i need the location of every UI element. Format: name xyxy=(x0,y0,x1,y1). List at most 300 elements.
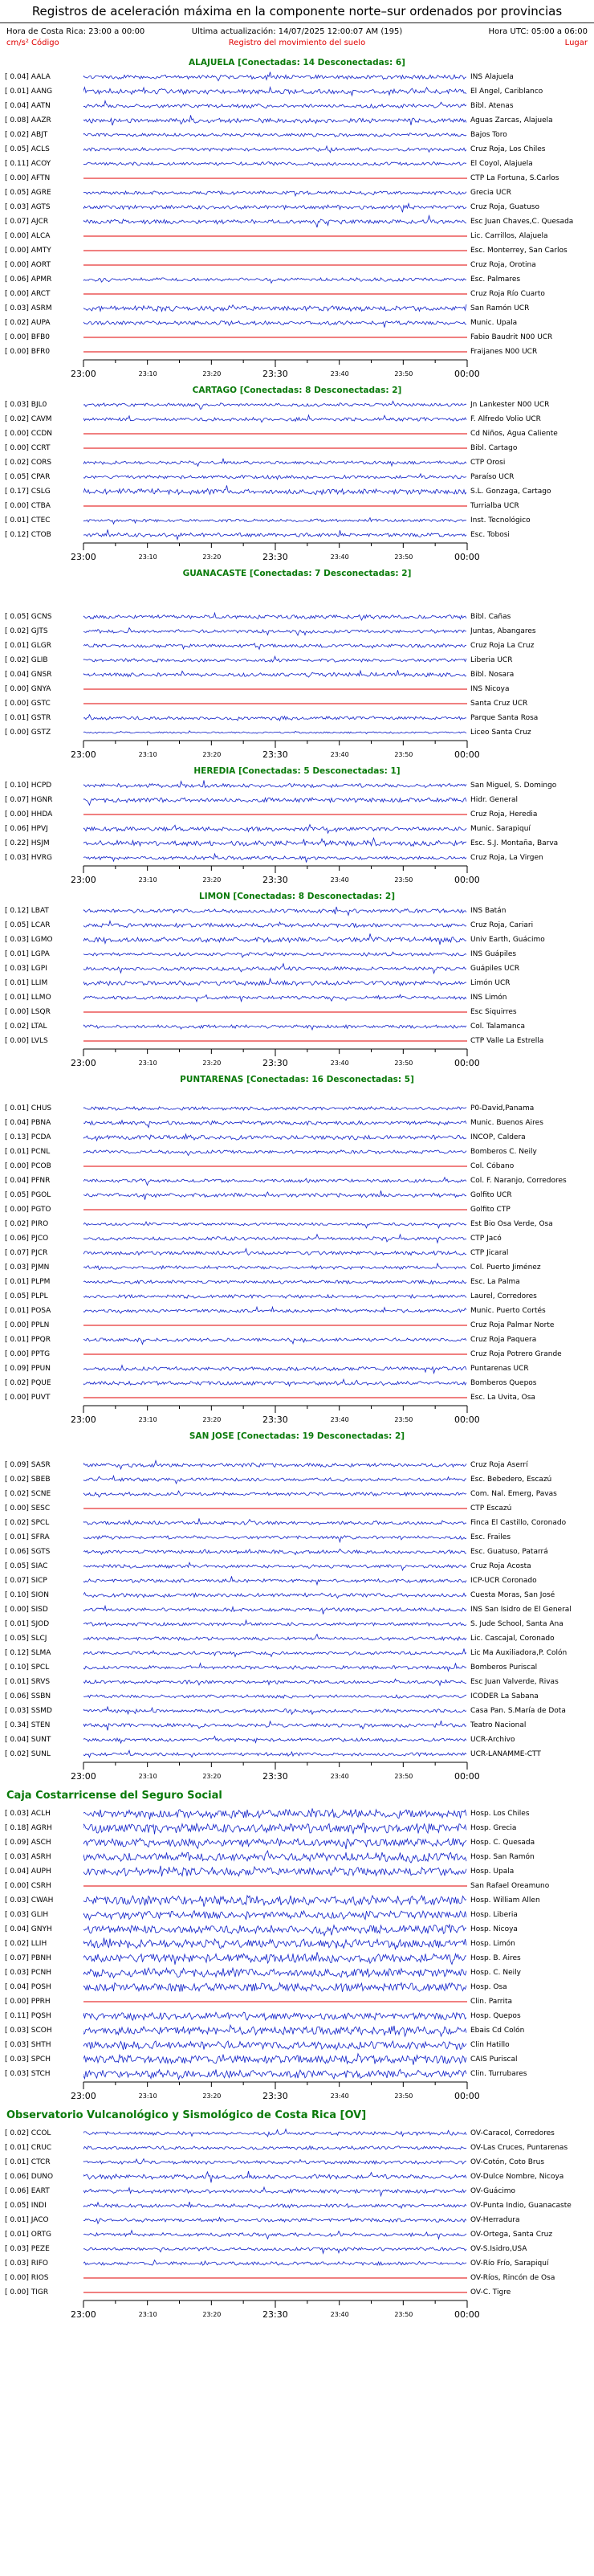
time-axis xyxy=(0,2081,594,2105)
province-header: GUANACASTE [Conectadas: 7 Desconectadas: 2] xyxy=(182,569,412,578)
station-location: S.L. Gonzaga, Cartago xyxy=(470,488,551,496)
station-code: [ 0.02] PQUE xyxy=(5,1379,51,1387)
station-code: [ 0.05] LCAR xyxy=(5,921,51,929)
waveform xyxy=(83,1188,467,1202)
axis-tick-label: 23:10 xyxy=(138,1059,157,1067)
station-code: [ 0.01] SRVS xyxy=(5,1678,51,1686)
waveform xyxy=(83,1937,467,1951)
station-location: Fabio Baudrit N00 UCR xyxy=(470,333,553,341)
waveform xyxy=(83,1588,467,1602)
station-code: [ 0.00] PUVT xyxy=(5,1394,51,1402)
waveform-trace xyxy=(83,854,466,863)
station-location: Bomberos Quepos xyxy=(470,1379,537,1387)
station-code: [ 0.01] SFRA xyxy=(5,1533,50,1541)
station-row xyxy=(0,84,594,99)
station-location: Clin Hatillo xyxy=(470,2041,510,2049)
place-text: Lugar xyxy=(564,39,588,47)
axis-tick-label: 23:20 xyxy=(202,1059,222,1067)
station-row xyxy=(0,272,594,287)
time-axis xyxy=(0,2300,594,2324)
province-header: SAN JOSE [Conectadas: 19 Desconectadas: 2] xyxy=(189,1431,405,1441)
station-row xyxy=(0,725,594,740)
waveform-trace xyxy=(83,921,466,928)
waveform xyxy=(83,1130,467,1145)
waveform xyxy=(83,961,467,976)
station-row xyxy=(0,2170,594,2184)
waveform xyxy=(83,528,467,542)
station-location: Cruz Roja, Orotina xyxy=(470,261,536,269)
waveform-trace xyxy=(83,1307,466,1313)
station-row xyxy=(0,1005,594,1019)
station-location: Bomberos Puriscal xyxy=(470,1664,538,1672)
waveform xyxy=(83,113,467,128)
station-location: Hosp. B. Aires xyxy=(470,1954,521,1962)
station-code: [ 0.02] GJTS xyxy=(5,627,48,635)
waveform xyxy=(83,2213,467,2227)
station-row xyxy=(0,2009,594,2023)
station-location: Munic. Sarapiquí xyxy=(470,825,531,833)
station-row xyxy=(0,528,594,542)
waveform-trace xyxy=(83,2012,466,2020)
station-location: Bibl. Nosara xyxy=(470,671,515,679)
station-code: [ 0.02] SUNL xyxy=(5,1750,51,1758)
station-row xyxy=(0,2184,594,2198)
axis-tick-label: 23:00 xyxy=(71,2309,96,2320)
station-code: [ 0.02] LTAL xyxy=(5,1023,47,1031)
waveform-trace xyxy=(83,401,466,409)
waveform xyxy=(83,1376,467,1390)
station-code: [ 0.01] CRUC xyxy=(5,2144,52,2152)
station-code: [ 0.01] PLPM xyxy=(5,1278,51,1286)
axis-tick-label: 23:30 xyxy=(262,875,288,885)
station-location: Aguas Zarcas, Alajuela xyxy=(470,116,553,125)
station-code: [ 0.00] RIOS xyxy=(5,2274,49,2282)
waveform xyxy=(83,2184,467,2198)
axis-tick-label: 23:30 xyxy=(262,552,288,562)
waveform-trace xyxy=(83,1695,466,1698)
station-location: ICODER La Sabana xyxy=(470,1692,539,1700)
station-location: Esc Siquirres xyxy=(470,1008,517,1016)
axis-tick-label: 23:30 xyxy=(262,1771,288,1782)
station-location: San Miguel, S. Domingo xyxy=(470,782,557,790)
waveform-trace xyxy=(83,1476,466,1484)
waveform-trace xyxy=(83,1952,466,1965)
waveform-trace xyxy=(83,933,466,945)
waveform-trace xyxy=(83,1107,466,1110)
station-row xyxy=(0,990,594,1005)
axis-line xyxy=(0,2300,594,2309)
waveform-trace xyxy=(83,1518,466,1525)
station-code: [ 0.01] LLMO xyxy=(5,994,51,1002)
waveform xyxy=(83,1879,467,1893)
station-code: [ 0.03] PCNH xyxy=(5,1969,51,1977)
station-row xyxy=(0,287,594,301)
station-location: INS San Isidro de El General xyxy=(470,1606,572,1614)
axis-tick-label: 23:20 xyxy=(202,2311,222,2318)
station-location: San Rafael Oreamuno xyxy=(470,1882,550,1890)
axis-tick-label: 23:20 xyxy=(202,1773,222,1780)
station-location: Bibl. Cañas xyxy=(470,613,511,621)
waveform-trace xyxy=(83,2187,466,2196)
station-code: [ 0.02] PIRO xyxy=(5,1220,49,1228)
station-location: Hosp. Limón xyxy=(470,1940,515,1948)
station-location: INS Nicoya xyxy=(470,685,510,693)
station-row xyxy=(0,258,594,272)
axis-line xyxy=(0,1048,594,1058)
waveform-trace xyxy=(83,643,466,649)
station-row xyxy=(0,1174,594,1188)
station-code: [ 0.00] CSRH xyxy=(5,1882,51,1890)
station-location: Ebais Cd Colón xyxy=(470,2027,525,2035)
axis-tick-label: 00:00 xyxy=(454,875,480,885)
station-location: OV-Cotón, Coto Brus xyxy=(470,2158,545,2166)
waveform-trace xyxy=(83,2041,466,2050)
waveform xyxy=(83,725,467,740)
station-location: Cruz Roja La Cruz xyxy=(470,642,535,650)
station-code: [ 0.03] AGTS xyxy=(5,203,51,211)
waveform xyxy=(83,2170,467,2184)
station-code: [ 0.03] SSMD xyxy=(5,1707,52,1715)
waveform-trace xyxy=(83,1249,466,1255)
station-code: [ 0.01] GSTR xyxy=(5,714,51,722)
station-row xyxy=(0,171,594,186)
station-code: [ 0.00] BFR0 xyxy=(5,348,51,356)
station-code: [ 0.03] BJL0 xyxy=(5,401,47,409)
local-time-text: Hora de Costa Rica: 23:00 a 00:00 xyxy=(6,27,145,36)
waveform-trace xyxy=(83,1663,466,1671)
waveform xyxy=(83,1318,467,1333)
station-code: [ 0.04] SUNT xyxy=(5,1736,51,1744)
station-code: [ 0.00] GNYA xyxy=(5,685,51,693)
waveform xyxy=(83,1617,467,1631)
station-row xyxy=(0,624,594,639)
station-row xyxy=(0,793,594,807)
waveform-trace xyxy=(83,952,466,957)
time-axis xyxy=(0,1048,594,1072)
station-code: [ 0.02] GLIB xyxy=(5,656,48,664)
station-code: [ 0.02] SPCL xyxy=(5,1519,50,1527)
axis-tick-label: 23:20 xyxy=(202,751,222,758)
station-row xyxy=(0,2023,594,2038)
waveform xyxy=(83,1718,467,1733)
axis-tick-label: 23:10 xyxy=(138,2092,157,2100)
station-code: [ 0.03] PJMN xyxy=(5,1264,50,1272)
waveform-trace xyxy=(83,994,466,1002)
axis-tick-label: 23:10 xyxy=(138,751,157,758)
station-code: [ 0.00] GSTC xyxy=(5,700,51,708)
station-location: Cruz Roja, Guatuso xyxy=(470,203,539,211)
station-location: OV-Dulce Nombre, Nicoya xyxy=(470,2173,564,2181)
station-location: Guápiles UCR xyxy=(470,965,520,973)
sections-container xyxy=(0,55,594,2324)
station-location: OV-S.Isidro,USA xyxy=(470,2245,527,2253)
axis-tick-label: 23:50 xyxy=(394,1416,413,1423)
station-location: Est Bio Osa Verde, Osa xyxy=(470,1220,553,1228)
waveform xyxy=(83,778,467,793)
waveform xyxy=(83,1487,467,1501)
station-row xyxy=(0,1864,594,1879)
waveform xyxy=(83,142,467,157)
waveform xyxy=(83,301,467,316)
station-code: [ 0.04] AUPH xyxy=(5,1868,51,1876)
axis-tick-label: 23:40 xyxy=(330,1773,349,1780)
station-row xyxy=(0,1922,594,1937)
waveform-trace xyxy=(83,101,466,108)
station-location: Munic. Buenos Aires xyxy=(470,1119,543,1127)
station-location: Cruz Roja, Los Chiles xyxy=(470,145,546,153)
waveform xyxy=(83,157,467,171)
station-row xyxy=(0,484,594,499)
station-row xyxy=(0,836,594,851)
axis-tick-label: 00:00 xyxy=(454,749,480,760)
station-code: [ 0.01] SJOD xyxy=(5,1620,50,1628)
axis-tick-label: 23:30 xyxy=(262,369,288,379)
waveform xyxy=(83,1289,467,1304)
station-location: F. Alfredo Volio UCR xyxy=(470,415,541,423)
station-row xyxy=(0,918,594,933)
station-location: Univ Earth, Guácimo xyxy=(470,936,545,944)
station-code: [ 0.05] SIAC xyxy=(5,1562,48,1570)
waveform-trace xyxy=(83,825,466,834)
station-code: [ 0.04] PBNA xyxy=(5,1119,51,1127)
waveform-trace xyxy=(83,613,466,620)
waveform-trace xyxy=(83,2171,466,2182)
station-code: [ 0.06] EART xyxy=(5,2187,50,2195)
station-location: Juntas, Abangares xyxy=(470,627,536,635)
station-code: [ 0.01] PCNL xyxy=(5,1148,51,1156)
station-code: [ 0.10] SION xyxy=(5,1591,49,1599)
waveform xyxy=(83,1602,467,1617)
waveform-trace xyxy=(83,1576,466,1585)
header-meta xyxy=(0,23,594,55)
station-row xyxy=(0,1850,594,1864)
station-row xyxy=(0,1545,594,1559)
station-row xyxy=(0,1966,594,1980)
waveform-trace xyxy=(83,1736,466,1743)
station-location: Puntarenas UCR xyxy=(470,1365,529,1373)
waveform xyxy=(83,243,467,258)
station-location: CTP Escazú xyxy=(470,1504,512,1513)
waveform xyxy=(83,1835,467,1850)
institution-header: Caja Costarricense del Seguro Social xyxy=(6,1790,222,1802)
station-location: Com. Nal. Emerg, Pavas xyxy=(470,1490,557,1498)
waveform xyxy=(83,1501,467,1516)
waveform xyxy=(83,682,467,696)
waveform-trace xyxy=(83,1839,466,1849)
waveform-trace xyxy=(83,529,466,539)
axis-tick-label: 23:30 xyxy=(262,749,288,760)
station-code: [ 0.03] SPCH xyxy=(5,2055,51,2064)
waveform-trace xyxy=(83,1549,466,1555)
station-code: [ 0.04] POSH xyxy=(5,1983,51,1991)
station-code: [ 0.11] ACOY xyxy=(5,160,51,168)
station-location: UCR-LANAMME-CTT xyxy=(470,1750,541,1758)
waveform-trace xyxy=(83,2218,466,2224)
waveform-trace xyxy=(83,278,466,284)
station-location: OV-C. Tigre xyxy=(470,2288,511,2296)
waveform xyxy=(83,171,467,186)
station-code: [ 0.06] SGTS xyxy=(5,1548,51,1556)
station-location: Teatro Nacional xyxy=(470,1721,527,1729)
waveform-trace xyxy=(83,781,466,788)
axis-tick-label: 23:10 xyxy=(138,1773,157,1780)
station-location: S. Jude School, Santa Ana xyxy=(470,1620,563,1628)
station-location: Paraíso UCR xyxy=(470,473,515,481)
station-location: CTP Jacó xyxy=(470,1235,502,1243)
station-code: [ 0.00] ARCT xyxy=(5,290,51,298)
waveform xyxy=(83,258,467,272)
station-code: [ 0.01] ORTG xyxy=(5,2231,51,2239)
waveform xyxy=(83,696,467,711)
station-location: INS Guápiles xyxy=(470,950,517,958)
waveform-trace xyxy=(83,1121,466,1128)
time-axis xyxy=(0,1405,594,1429)
waveform xyxy=(83,186,467,200)
station-row xyxy=(0,2198,594,2213)
waveform xyxy=(83,84,467,99)
axis-tick-label: 00:00 xyxy=(454,1771,480,1782)
station-row xyxy=(0,1893,594,1908)
waveform-trace xyxy=(83,1280,466,1284)
station-code: [ 0.02] CCOL xyxy=(5,2129,51,2137)
station-row xyxy=(0,186,594,200)
waveform-trace xyxy=(83,161,466,165)
station-row xyxy=(0,2141,594,2155)
waveform-trace xyxy=(83,715,466,721)
axis-tick-label: 23:50 xyxy=(394,1773,413,1780)
station-row xyxy=(0,70,594,84)
station-code: [ 0.00] PCOB xyxy=(5,1162,51,1170)
station-row xyxy=(0,1516,594,1530)
station-row xyxy=(0,1246,594,1260)
station-row xyxy=(0,2126,594,2141)
station-code: [ 0.12] LBAT xyxy=(5,907,49,915)
waveform xyxy=(83,1101,467,1116)
station-row xyxy=(0,301,594,316)
station-location: Lic. Carrillos, Alajuela xyxy=(470,232,548,240)
waveform-trace xyxy=(83,1866,466,1876)
station-code: [ 0.06] DUNO xyxy=(5,2173,54,2181)
waveform xyxy=(83,455,467,470)
station-row xyxy=(0,2242,594,2256)
station-code: [ 0.01] JACO xyxy=(5,2216,49,2224)
waveform xyxy=(83,1145,467,1159)
waveform xyxy=(83,1994,467,2009)
axis-tick-label: 23:20 xyxy=(202,553,222,561)
station-code: [ 0.11] PQSH xyxy=(5,2012,51,2020)
waveform-trace xyxy=(83,1366,466,1374)
axis-tick-label: 23:40 xyxy=(330,1416,349,1423)
station-location: Golfito CTP xyxy=(470,1206,511,1214)
station-location: Cd Niños, Agua Caliente xyxy=(470,430,558,438)
station-location: Bibl. Cartago xyxy=(470,444,518,452)
station-location: Cruz Roja Paquera xyxy=(470,1336,537,1344)
station-location: Esc. Palmares xyxy=(470,276,521,284)
station-row xyxy=(0,1879,594,1893)
waveform-trace xyxy=(83,1134,466,1141)
utc-time-text: Hora UTC: 05:00 a 06:00 xyxy=(488,27,588,36)
waveform-trace xyxy=(83,1338,466,1345)
waveform-trace xyxy=(83,798,466,805)
axis-tick-label: 23:50 xyxy=(394,2311,413,2318)
station-location: OV-Caracol, Corredores xyxy=(470,2129,555,2137)
station-row xyxy=(0,128,594,142)
station-row xyxy=(0,441,594,455)
axis-line xyxy=(0,359,594,369)
province-header: PUNTARENAS [Conectadas: 16 Desconectadas: 5] xyxy=(180,1075,414,1084)
station-code: [ 0.07] SICP xyxy=(5,1577,47,1585)
station-location: Parque Santa Rosa xyxy=(470,714,539,722)
waveform-trace xyxy=(83,1823,466,1835)
station-location: INCOP, Caldera xyxy=(470,1133,526,1141)
station-location: CTP Valle La Estrella xyxy=(470,1037,544,1045)
station-row xyxy=(0,1675,594,1689)
station-code: [ 0.04] PFNR xyxy=(5,1177,51,1185)
waveform xyxy=(83,793,467,807)
waveform xyxy=(83,287,467,301)
station-row xyxy=(0,1087,594,1101)
waveform xyxy=(83,639,467,653)
station-code: [ 0.03] ACLH xyxy=(5,1810,51,1818)
waveform-trace xyxy=(83,133,466,137)
station-row xyxy=(0,1835,594,1850)
station-code: [ 0.00] GSTZ xyxy=(5,729,51,737)
axis-tick-label: 23:10 xyxy=(138,370,157,378)
station-code: [ 0.03] ASRH xyxy=(5,1853,51,1861)
axis-tick-label: 23:30 xyxy=(262,1415,288,1425)
station-code: [ 0.07] AJCR xyxy=(5,218,49,226)
axis-tick-label: 23:20 xyxy=(202,876,222,884)
waveform xyxy=(83,851,467,865)
waveform-trace xyxy=(83,459,466,467)
waveform-trace xyxy=(83,731,466,734)
station-code: [ 0.03] CWAH xyxy=(5,1896,54,1904)
waveform xyxy=(83,1806,467,1821)
station-code: [ 0.00] SISD xyxy=(5,1606,48,1614)
axis-tick-label: 23:50 xyxy=(394,553,413,561)
station-code: [ 0.04] AATN xyxy=(5,102,51,110)
station-code: [ 0.00] PPRH xyxy=(5,1998,51,2006)
axis-tick-label: 00:00 xyxy=(454,552,480,562)
station-code: [ 0.05] ACLS xyxy=(5,145,50,153)
waveform-trace xyxy=(83,670,466,677)
waveform-trace xyxy=(83,2054,466,2065)
waveform xyxy=(83,1559,467,1574)
station-code: [ 0.06] PJCO xyxy=(5,1235,49,1243)
axis-tick-label: 23:10 xyxy=(138,1416,157,1423)
page-title xyxy=(0,0,594,23)
station-code: [ 0.00] CCDN xyxy=(5,430,53,438)
station-row xyxy=(0,1347,594,1361)
waveform xyxy=(83,1908,467,1922)
waveform xyxy=(83,412,467,427)
station-location: OV-Río Frío, Sarapiquí xyxy=(470,2260,549,2268)
axis-tick-label: 23:40 xyxy=(330,553,349,561)
axis-tick-label: 00:00 xyxy=(454,2091,480,2101)
station-location: CTP Jicaral xyxy=(470,1249,509,1257)
waveform-trace xyxy=(83,146,466,153)
station-row xyxy=(0,1559,594,1574)
waveform-trace xyxy=(83,2025,466,2036)
station-row xyxy=(0,1376,594,1390)
waveform-trace xyxy=(83,2247,466,2254)
station-code: [ 0.03] SHTH xyxy=(5,2041,51,2049)
station-location: Hosp. C. Quesada xyxy=(470,1839,535,1847)
station-code: [ 0.09] PPUN xyxy=(5,1365,51,1373)
station-location: Cruz Roja Aserrí xyxy=(470,1461,528,1469)
axis-tick-label: 23:50 xyxy=(394,370,413,378)
station-code: [ 0.01] AANG xyxy=(5,88,53,96)
